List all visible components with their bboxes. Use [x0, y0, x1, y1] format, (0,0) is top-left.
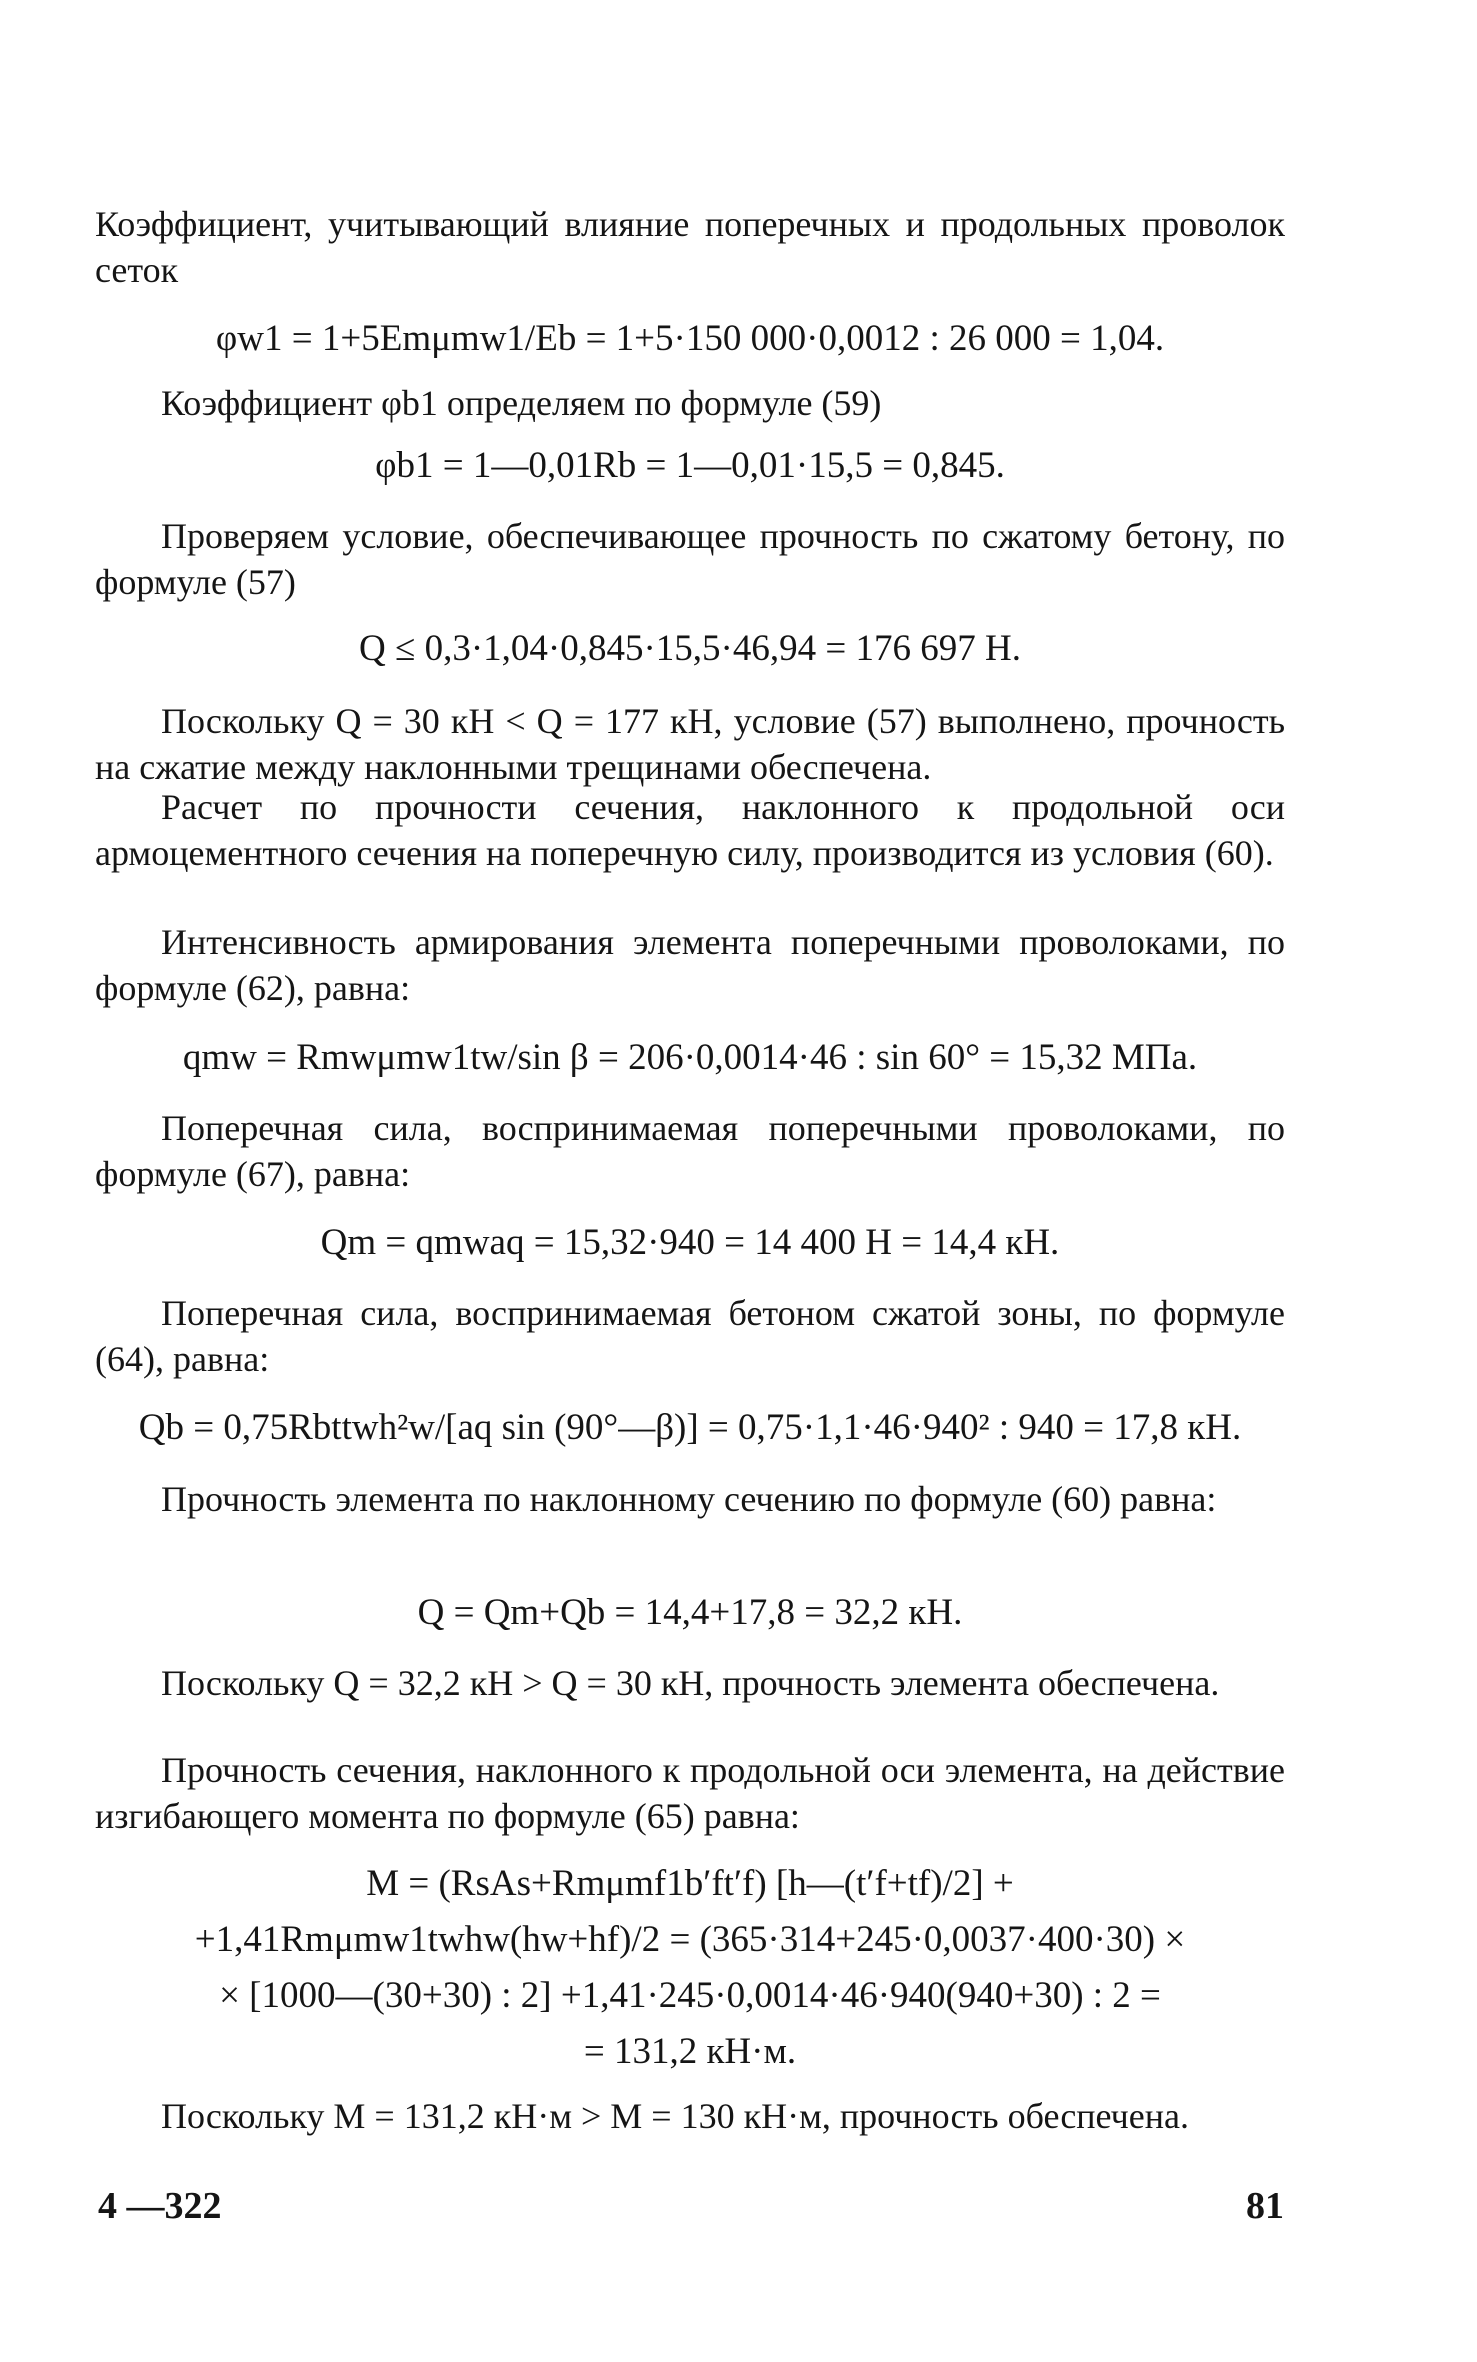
equation-moment-line-3: × [1000—(30+30) : 2] +1,41·245·0,0014·46·940(940+30) : 2 =	[219, 1975, 1161, 2016]
equation-q-check: Q ≤ 0,3·1,04·0,845·15,5·46,94 = 176 697 Н.	[359, 628, 1021, 669]
equation-q-total: Q = Qm+Qb = 14,4+17,8 = 32,2 кН.	[417, 1592, 963, 1633]
paragraph-calculation-60: Расчет по прочности сечения, наклонного к продольной оси армоцементного сечения на поперечную силу, производится из условия (60).	[95, 787, 1285, 873]
paragraph-inclined-strength: Прочность элемента по наклонному сечению по формуле (60) равна:	[161, 1479, 1217, 1519]
equation-moment-line-4: = 131,2 кН·м.	[583, 2031, 797, 2072]
page-number: 81	[1246, 2185, 1284, 2227]
paragraph-moment-conclusion: Поскольку M = 131,2 кН·м > M = 130 кН·м, прочность обеспечена.	[161, 2096, 1189, 2136]
paragraph-transverse-wires: Поперечная сила, воспринимаемая поперечными проволоками, по формуле (67), равна:	[95, 1108, 1285, 1194]
equation-qmw: qmw = Rmwμmw1tw/sin β = 206·0,0014·46 : sin 60° = 15,32 МПа.	[182, 1037, 1198, 1078]
paragraph-bending-moment: Прочность сечения, наклонного к продольной оси элемента, на действие изгибающего момента по формуле (65) равна:	[95, 1750, 1285, 1836]
equation-phi-b1: φb1 = 1—0,01Rb = 1—0,01·15,5 = 0,845.	[375, 445, 1005, 486]
paragraph-condition-57: Поскольку Q = 30 кН < Q = 177 кН, условие (57) выполнено, прочность на сжатие между наклонными трещинами обеспечена.	[95, 701, 1285, 787]
equation-moment-line-1: M = (RsAs+Rmμmf1b′ft′f) [h—(t′f+tf)/2] +	[366, 1863, 1014, 1904]
paragraph-check-condition: Проверяем условие, обеспечивающее прочность по сжатому бетону, по формуле (57)	[95, 516, 1285, 602]
paragraph-concrete-zone: Поперечная сила, воспринимаемая бетоном сжатой зоны, по формуле (64), равна:	[95, 1293, 1285, 1379]
paragraph-reinforcement-intensity: Интенсивность армирования элемента поперечными проволоками, по формуле (62), равна:	[95, 922, 1285, 1008]
equation-qb: Qb = 0,75Rbttwh²w/[aq sin (90°—β)] = 0,75·1,1·46·940² : 940 = 17,8 кН.	[138, 1407, 1242, 1448]
equation-moment-line-2: +1,41Rmμmw1twhw(hw+hf)/2 = (365·314+245·0,0037·400·30) ×	[194, 1919, 1186, 1960]
equation-phi-w1: φw1 = 1+5Emμmw1/Eb = 1+5·150 000·0,0012 : 26 000 = 1,04.	[215, 318, 1165, 359]
equation-qm: Qm = qmwaq = 15,32·940 = 14 400 Н = 14,4 кН.	[320, 1222, 1060, 1263]
paragraph-strength-provided: Поскольку Q = 32,2 кН > Q = 30 кН, прочность элемента обеспечена.	[161, 1663, 1220, 1703]
paragraph-phi-b1: Коэффициент φb1 определяем по формуле (59)	[161, 383, 882, 423]
paragraph-coefficient-intro: Коэффициент, учитывающий влияние поперечных и продольных проволок сеток	[95, 204, 1285, 290]
signature-mark: 4 —322	[98, 2185, 222, 2227]
